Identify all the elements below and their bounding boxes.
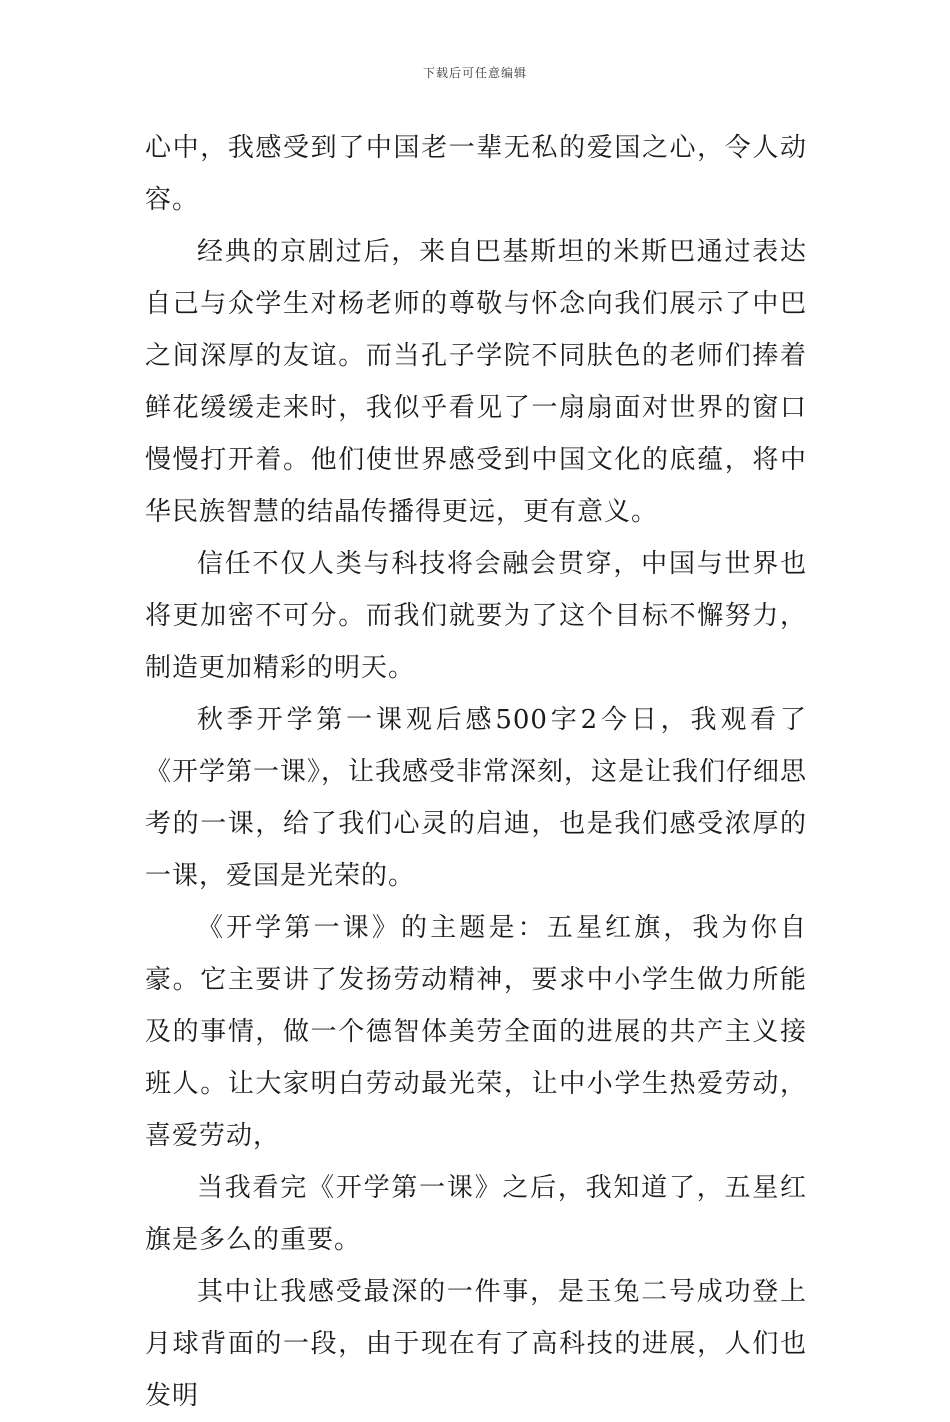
- paragraph: 《开学第一课》的主题是：五星红旗，我为你自豪。它主要讲了发扬劳动精神，要求中小学生做力所能及的事情，做一个德智体美劳全面的进展的共产主义接班人。让大家明白劳动最光荣，让中小学生热爱劳动，喜爱劳动，: [145, 913, 807, 1151]
- paragraph: 秋季开学第一课观后感500字2今日，我观看了《开学第一课》，让我感受非常深刻，这是让我们仔细思考的一课，给了我们心灵的启迪，也是我们感受浓厚的一课，爱国是光荣的。: [145, 705, 808, 891]
- paragraph: 其中让我感受最深的一件事，是玉兔二号成功登上月球背面的一段，由于现在有了高科技的进展，人们也发明: [145, 1277, 807, 1411]
- page-header: 下载后可任意编辑: [422, 66, 527, 80]
- paragraph: 信任不仅人类与科技将会融会贯穿，中国与世界也将更加密不可分。而我们就要为了这个目标不懈努力，制造更加精彩的明天。: [145, 549, 807, 683]
- paragraph: 经典的京剧过后，来自巴基斯坦的米斯巴通过表达自己与众学生对杨老师的尊敬与怀念向我们展示了中巴之间深厚的友谊。而当孔子学院不同肤色的老师们捧着鲜花缓缓走来时，我似乎看见了一扇扇面对世界的窗口慢慢打开着。他们使世界感受到中国文化的底蕴，将中华民族智慧的结晶传播得更远，更有意义。: [145, 237, 807, 527]
- paragraph: 当我看完《开学第一课》之后，我知道了，五星红旗是多么的重要。: [145, 1173, 807, 1255]
- paragraph-continuation: 心中，我感受到了中国老一辈无私的爱国之心，令人动容。: [145, 133, 807, 215]
- document-body: [145, 122, 807, 1422]
